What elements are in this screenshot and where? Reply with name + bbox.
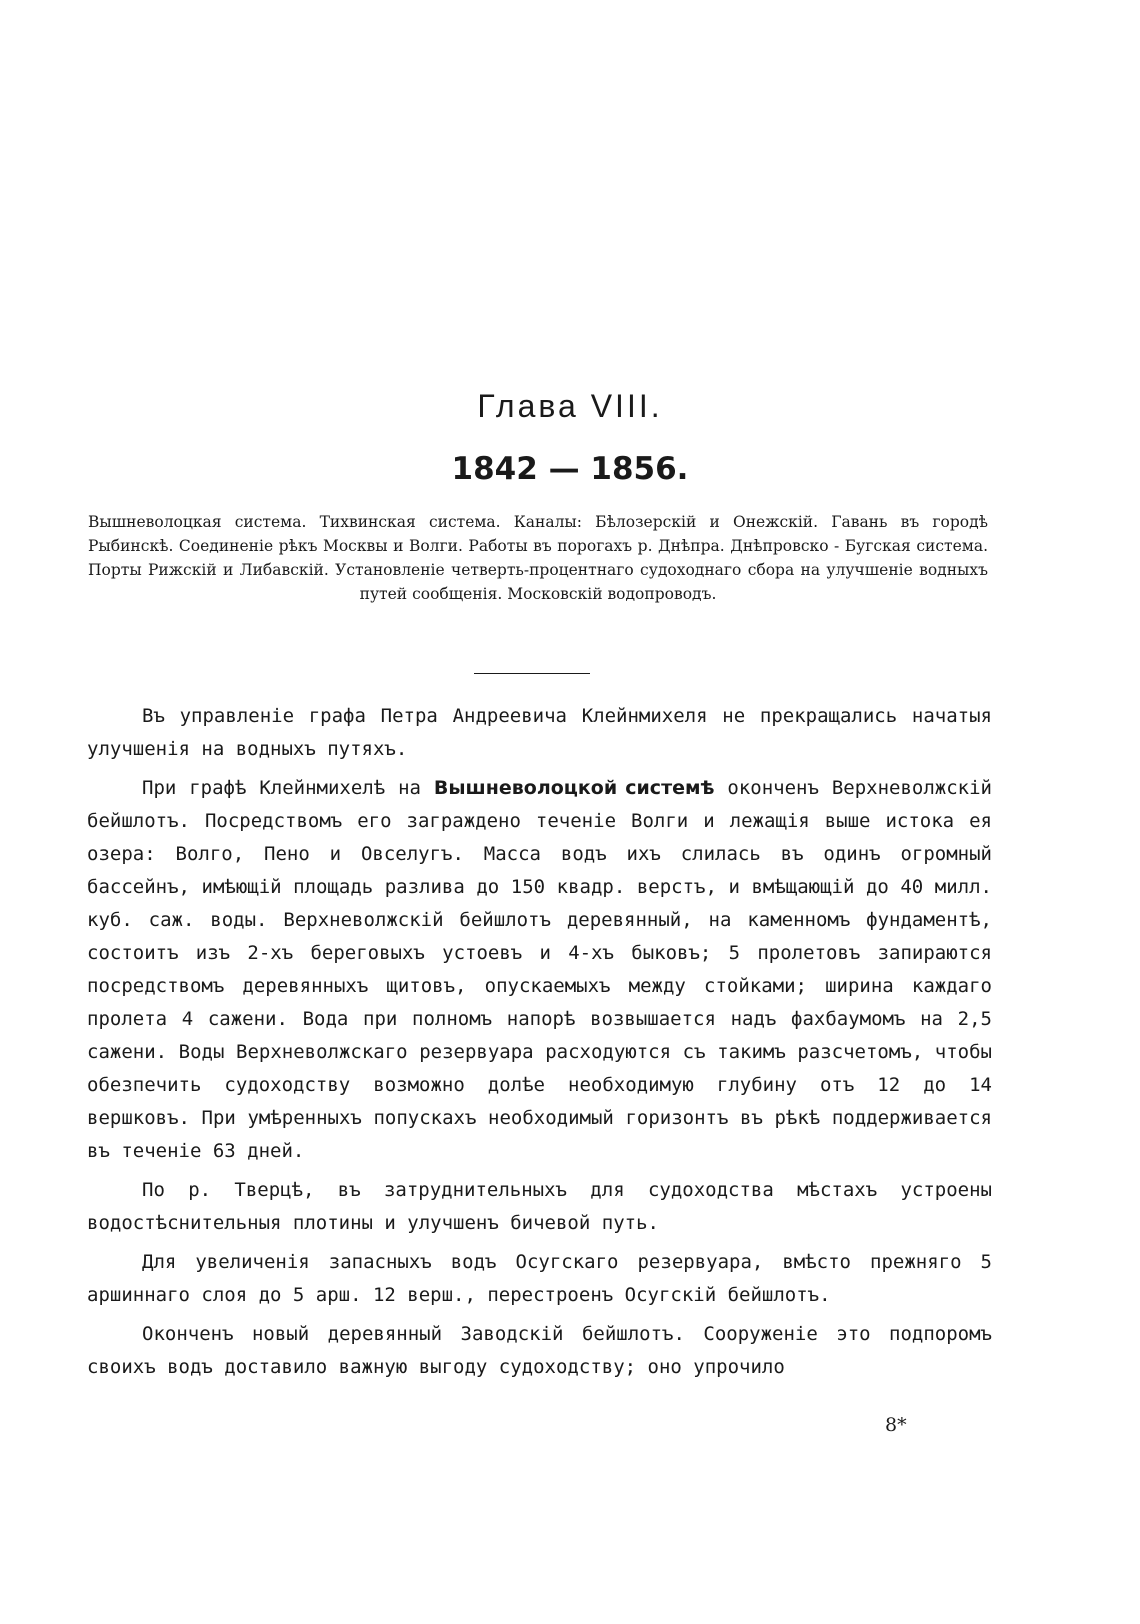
- paragraph-2: [87, 772, 992, 1168]
- signature-mark: 8*: [885, 1414, 907, 1436]
- paragraph-4: Для увеличенія запасныхъ водъ Осугскаго резервуара, вмѣсто прежняго 5 аршиннаго слоя до 5 арш. 12 верш., перестроенъ Осугскій бейшлотъ.: [87, 1251, 992, 1306]
- paragraph-2-start: При графѣ Клейнмихелѣ на: [142, 777, 421, 799]
- chapter-title: Глава VIII.: [477, 388, 663, 424]
- paragraph-2-rest: оконченъ Верхневолжскій бейшлотъ. Посредствомъ его заграждено теченіе Волги и лежащія выше истока ея озера: Волго, Пено и Овселугъ. Масса водъ ихъ слилась въ одинъ огромный бассейнъ, имѣющій площадь разлива до 150 квадр. верстъ, и вмѣщающій до 40 милл. куб. саж. воды. Верхневолжскій бейшлотъ деревянный, на каменномъ фундаментѣ, состоитъ изъ 2-хъ береговыхъ устоевъ и 4-хъ быковъ; 5 пролетовъ запираются посредствомъ деревянныхъ щитовъ, опускаемыхъ между стойками; ширина каждаго пролета 4 сажени. Вода при полномъ напорѣ возвышается надъ фахбаумомъ на 2,5 сажени. Воды Верхневолжскаго резервуара расходуются съ такимъ разсчетомъ, чтобы обезпечить судоходству возможно долѣе необходимую глубину отъ 12 до 14 вершковъ. При умѣренныхъ попускахъ необходимый горизонтъ въ рѣкѣ поддерживается въ теченіе 63 дней.: [87, 777, 992, 1162]
- chapter-years: 1842 — 1856.: [451, 451, 689, 487]
- body-text: [87, 700, 992, 1390]
- paragraph-2-bold-term: Вышневолоцкой системѣ: [433, 777, 715, 799]
- paragraph-1: Въ управленіе графа Петра Андреевича Клейнмихеля не прекращались начатыя улучшенія на водныхъ путяхъ.: [87, 705, 992, 760]
- chapter-summary: Вышневолоцкая система. Тихвинская система. Каналы: Бѣлозерскій и Онежскій. Гавань въ городѣ Рыбинскѣ. Соединеніе рѣкъ Москвы и Волги. Работы въ порогахъ р. Днѣпра. Днѣпровско - Бугская система. Порты Рижскій и Либавскій. Установленіе четверть-процентнаго судоходнаго сбора на улучшеніе водныхъ путей сообщенія. Московскій водопроводъ.: [88, 513, 988, 603]
- paragraph-3: По р. Тверцѣ, въ затруднительныхъ для судоходства мѣстахъ устроены водостѣснительныя плотины и улучшенъ бичевой путь.: [87, 1179, 992, 1234]
- divider-rule: [474, 673, 590, 674]
- paragraph-5: Оконченъ новый деревянный Заводскій бейшлотъ. Сооруженіе это подпоромъ своихъ водъ доставило важную выгоду судоходству; оно упрочило: [87, 1323, 992, 1378]
